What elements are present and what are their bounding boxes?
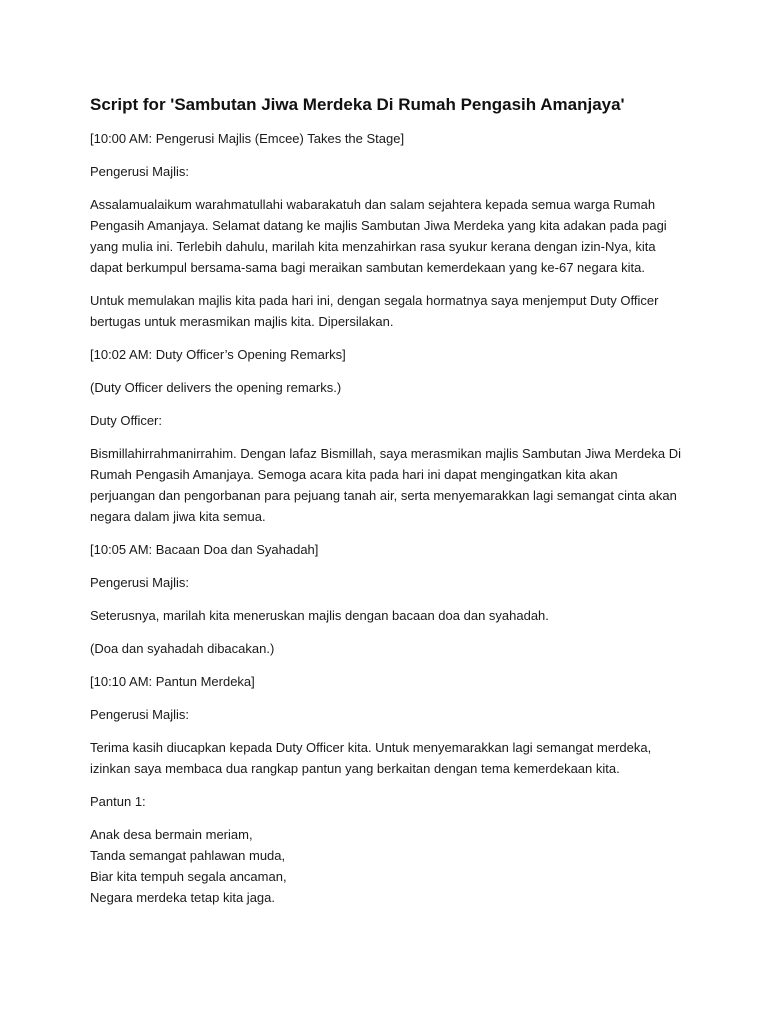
speaker-label: Duty Officer:	[90, 413, 163, 428]
stage-direction: [10:02 AM: Duty Officer’s Opening Remarks]	[90, 347, 346, 362]
speech-paragraph: Seterusnya, marilah kita meneruskan majlis dengan bacaan doa dan syahadah.	[90, 608, 549, 623]
stage-direction: [10:00 AM: Pengerusi Majlis (Emcee) Takes the Stage]	[90, 131, 405, 146]
document-title: Script for 'Sambutan Jiwa Merdeka Di Rumah Pengasih Amanjaya'	[90, 95, 625, 114]
speech-paragraph: Untuk memulakan majlis kita pada hari ini, dengan segala hormatnya saya menjemput Duty Officer bertugas untuk merasmikan majlis kita. Dipersilakan.	[90, 293, 659, 329]
speech-paragraph: Bismillahirrahmanirrahim. Dengan lafaz Bismillah, saya merasmikan majlis Sambutan Jiwa Merdeka Di Rumah Pengasih Amanjaya. Semoga acara kita pada hari ini dapat mengingatkan kita akan perjuangan dan pengorbanan para pejuang tanah air, serta menyemarakkan lagi semangat cinta akan negara dalam jiwa kita semua.	[90, 446, 681, 524]
action-note: (Duty Officer delivers the opening remarks.)	[90, 380, 342, 395]
stage-direction: [10:10 AM: Pantun Merdeka]	[90, 674, 255, 689]
pantun-verse: Anak desa bermain meriam, Tanda semangat pahlawan muda, Biar kita tempuh segala ancaman, Negara merdeka tetap kita jaga.	[90, 827, 287, 905]
speaker-label: Pengerusi Majlis:	[90, 707, 189, 722]
speech-paragraph: Assalamualaikum warahmatullahi wabarakatuh dan salam sejahtera kepada semua warga Rumah Pengasih Amanjaya. Selamat datang ke majlis Sambutan Jiwa Merdeka yang kita adakan pada pagi yang mulia ini. Terlebih dahulu, marilah kita menzahirkan rasa syukur kerana dengan izin-Nya, kita dapat berkumpul bersama-sama bagi meraikan sambutan kemerdekaan yang ke-67 negara kita.	[90, 197, 667, 275]
speech-paragraph: Terima kasih diucapkan kepada Duty Officer kita. Untuk menyemarakkan lagi semangat merdeka, izinkan saya membaca dua rangkap pantun yang berkaitan dengan tema kemerdekaan kita.	[90, 740, 652, 776]
pantun-label: Pantun 1:	[90, 794, 146, 809]
stage-direction: [10:05 AM: Bacaan Doa dan Syahadah]	[90, 542, 319, 557]
speaker-label: Pengerusi Majlis:	[90, 164, 189, 179]
speaker-label: Pengerusi Majlis:	[90, 575, 189, 590]
action-note: (Doa dan syahadah dibacakan.)	[90, 641, 275, 656]
